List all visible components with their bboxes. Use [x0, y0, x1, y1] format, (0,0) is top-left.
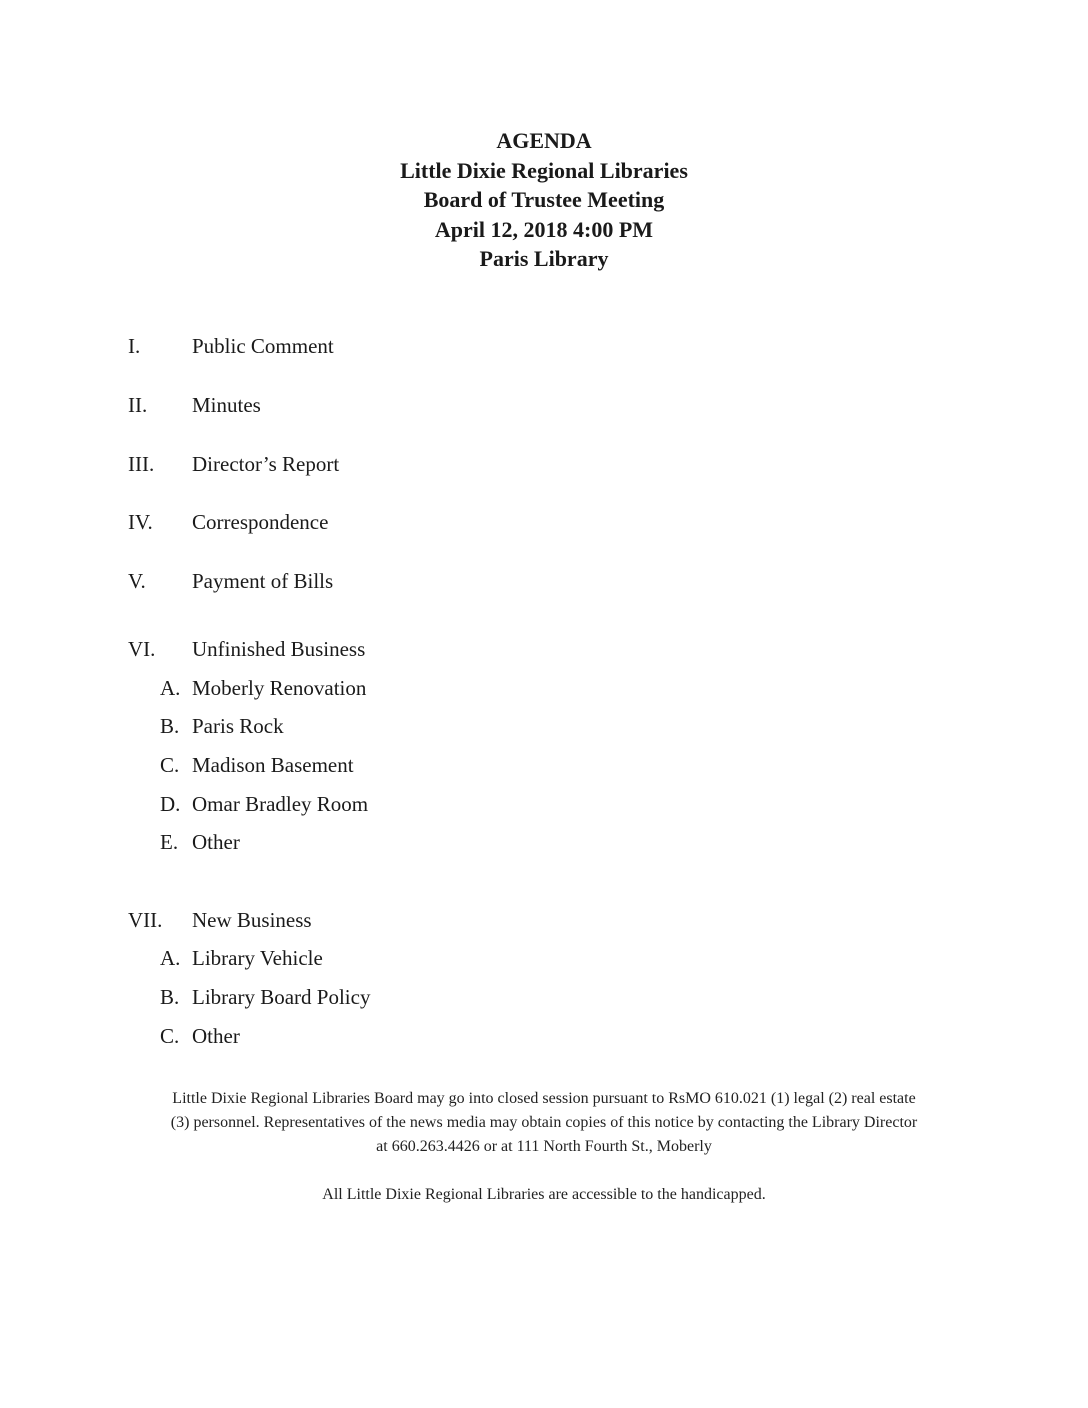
sub-item-letter: A.	[160, 946, 181, 970]
accessibility-text: All Little Dixie Regional Libraries are accessible to the handicapped.	[322, 1186, 766, 1203]
sub-item-label: Paris Rock	[192, 714, 284, 738]
meeting-datetime: April 12, 2018 4:00 PM	[434, 216, 654, 242]
item-label: New Business	[192, 908, 312, 932]
item-number: II.	[128, 393, 148, 417]
sub-item-letter: D.	[160, 792, 181, 816]
sub-item-letter: C.	[160, 753, 180, 777]
item-number: VII.	[128, 908, 163, 932]
sub-item-label: Other	[192, 1024, 240, 1048]
closed-session-notice	[110, 1087, 978, 1159]
organization-name: Little Dixie Regional Libraries	[400, 157, 688, 183]
item-number: IV.	[128, 510, 153, 534]
meeting-location: Paris Library	[479, 246, 609, 271]
item-label: Director’s Report	[192, 452, 340, 476]
meeting-name: Board of Trustee Meeting	[423, 187, 665, 212]
notice-line: (3) personnel. Representatives of the news media may obtain copies of this notice by contacting the Library Director	[170, 1114, 918, 1131]
accessibility-notice	[110, 1183, 978, 1207]
notice-line: Little Dixie Regional Libraries Board may go into closed session pursuant to RsMO 610.021 (1) legal (2) real estate	[172, 1090, 916, 1107]
sub-item-letter: A.	[160, 676, 181, 700]
sub-item-letter: B.	[160, 985, 180, 1009]
sub-item-label: Library Vehicle	[192, 946, 323, 970]
sub-item-letter: E.	[160, 830, 179, 854]
agenda-header	[0, 126, 1088, 274]
item-number: I.	[128, 334, 141, 358]
sub-item-label: Other	[192, 830, 240, 854]
sub-item-label: Library Board Policy	[192, 985, 371, 1009]
sub-item-label: Moberly Renovation	[192, 676, 367, 700]
item-label: Unfinished Business	[192, 637, 366, 661]
item-label: Minutes	[192, 393, 261, 417]
sub-item-label: Omar Bradley Room	[192, 792, 369, 816]
agenda-title: AGENDA	[496, 128, 592, 153]
item-number: III.	[128, 452, 155, 476]
sub-item-label: Madison Basement	[192, 753, 354, 777]
item-label: Payment of Bills	[192, 569, 334, 593]
notice-line: at 660.263.4426 or at 111 North Fourth St., Moberly	[376, 1138, 712, 1155]
item-label: Public Comment	[192, 334, 334, 358]
item-number: VI.	[128, 637, 156, 661]
sub-item-letter: B.	[160, 714, 180, 738]
sub-item-letter: C.	[160, 1024, 180, 1048]
item-number: V.	[128, 569, 146, 593]
item-label: Correspondence	[192, 510, 329, 534]
